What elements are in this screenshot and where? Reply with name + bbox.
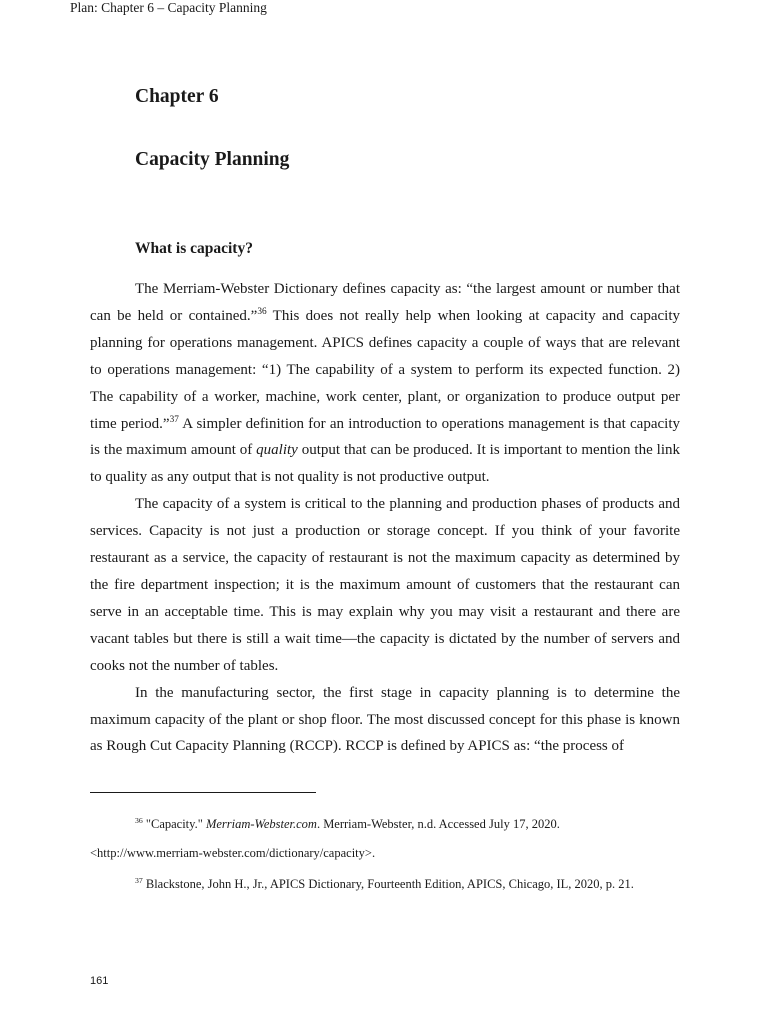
footnote-text: "Capacity.": [142, 817, 206, 831]
paragraph-2: The capacity of a system is critical to the planning and production phases of products and services. Capacity is not just a production or storage concept. If you think of your favorite restaurant as a service, the capacity of restaurant is not the maximum capacity as determined by the fire department inspection; it is the maximum amount of customers that the restaurant can serve in an acceptable time. This is may explain why you may visit a restaurant and there are vacant tables but there is still a wait time—the capacity is dictated by the number of servers and cooks not the number of tables.: [90, 496, 680, 674]
paragraph-1: [90, 276, 680, 491]
footnote-36-url[interactable]: <http://www.merriam-webster.com/dictionary/capacity>.: [90, 846, 376, 860]
footnotes: [90, 814, 680, 894]
paragraph-text: output that can be produced. It is important to mention the link to quality as any output that is not quality is not productive output.: [90, 442, 680, 486]
footnote-37: [90, 874, 680, 894]
footnote-source-title: Merriam-Webster.com: [205, 817, 317, 831]
chapter-number: Chapter 6: [135, 86, 219, 107]
paragraph-text: This does not really help when looking at capacity and capacity planning for operations management. APICS defines capacity a couple of ways that are relevant to operations management: “1) The capability of a system to perform its expected function. 2) The capability of a worker, machine, work center, plant, or organization to produce output per time period.”: [90, 307, 680, 432]
footnote-36: [90, 814, 680, 834]
page-number: 161: [90, 975, 109, 987]
chapter-title: Capacity Planning: [135, 149, 290, 170]
footnote-text: . Merriam-Webster, n.d. Accessed July 17, 2020.: [316, 817, 560, 831]
footnote-number: 37: [135, 875, 143, 885]
footnote-reference-37[interactable]: 37: [169, 414, 179, 425]
section-heading: What is capacity?: [135, 240, 253, 257]
footnote-separator: [90, 792, 316, 793]
footnote-reference-36[interactable]: 36: [257, 306, 267, 317]
body-text: [90, 276, 680, 760]
running-header: Plan: Chapter 6 – Capacity Planning: [70, 0, 267, 15]
paragraph-3: In the manufacturing sector, the first stage in capacity planning is to determine the maximum capacity of the plant or shop floor. The most discussed concept for this phase is known as Rough Cut Capacity Planning (RCCP). RCCP is defined by APICS as: “the process of: [90, 684, 680, 755]
paragraph-text: A simpler definition for an introduction to operations management is that capacity is the maximum amount of: [90, 415, 680, 459]
footnote-number: 36: [135, 815, 143, 825]
footnote-text: Blackstone, John H., Jr., APICS Dictionary, Fourteenth Edition, APICS, Chicago, IL, 2020, p. 21.: [142, 877, 634, 891]
emphasis-text: quality: [256, 442, 298, 459]
paragraph-text: The Merriam-Webster Dictionary defines capacity as: “the largest amount or number that can be held or contained.”: [90, 281, 680, 324]
